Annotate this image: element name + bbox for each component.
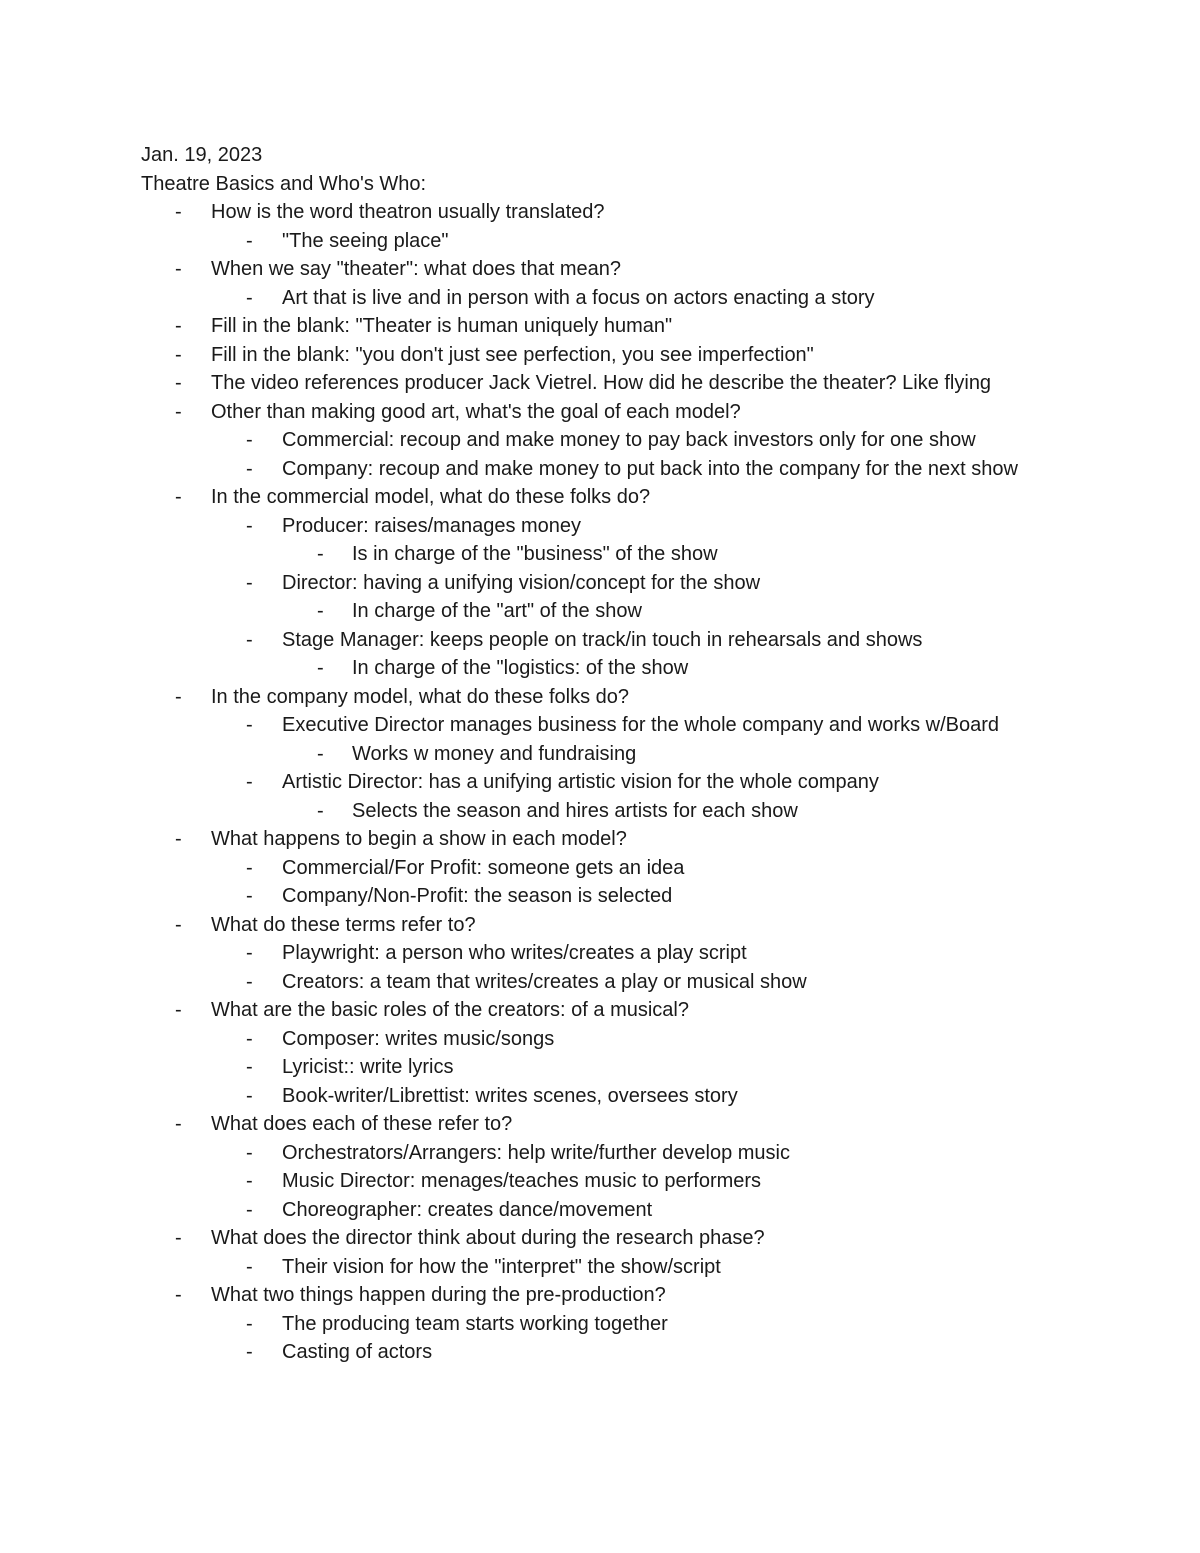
list-item	[141, 312, 1081, 341]
bullet-dash: -	[246, 286, 253, 309]
list-item	[141, 939, 1081, 968]
bullet-dash: -	[175, 828, 182, 850]
list-item	[141, 569, 1081, 598]
bullet-dash: -	[175, 315, 182, 337]
list-item-text: In charge of the "art" of the show	[352, 600, 642, 622]
list-item-text: Selects the season and hires artists for each show	[352, 799, 798, 822]
list-item-text: Company/Non-Profit: the season is selected	[282, 885, 673, 907]
list-item-text: Works w money and fundraising	[352, 742, 637, 765]
list-item	[141, 1082, 1081, 1111]
list-item	[141, 683, 1081, 712]
list-item-text: What happens to begin a show in each model?	[211, 828, 627, 850]
list-item	[141, 512, 1081, 541]
list-item	[141, 227, 1081, 256]
bullet-dash: -	[246, 1312, 253, 1335]
bullet-dash: -	[246, 1084, 253, 1107]
list-item-text: What do these terms refer to?	[211, 913, 476, 936]
list-item	[141, 1224, 1081, 1253]
bullet-dash: -	[175, 913, 182, 936]
bullet-dash: -	[175, 1284, 182, 1306]
list-item	[141, 1281, 1081, 1310]
list-item-text: Playwright: a person who writes/creates a play script	[282, 942, 747, 964]
bullet-dash: -	[175, 201, 182, 223]
bullet-dash: -	[246, 1056, 253, 1078]
list-item	[141, 1196, 1081, 1225]
list-item-text: The producing team starts working together	[282, 1312, 668, 1335]
list-item-text: What does the director think about during the research phase?	[211, 1227, 765, 1249]
list-item-text: Art that is live and in person with a focus on actors enacting a story	[282, 286, 875, 309]
document-date: Jan. 19, 2023	[141, 144, 263, 166]
list-item	[141, 911, 1081, 940]
list-item	[141, 398, 1081, 427]
list-item-text: What two things happen during the pre-production?	[211, 1284, 666, 1306]
list-item-text: Composer: writes music/songs	[282, 1027, 555, 1050]
bullet-dash: -	[175, 486, 182, 508]
list-item-text: When we say "theater": what does that mean?	[211, 258, 621, 280]
list-item-text: In the company model, what do these folks do?	[211, 685, 630, 708]
list-item-text: What does each of these refer to?	[211, 1113, 513, 1135]
list-item-text: Orchestrators/Arrangers: help write/further develop music	[282, 1141, 790, 1164]
list-item	[141, 540, 1081, 569]
bullet-dash: -	[246, 771, 253, 793]
list-item	[141, 255, 1081, 284]
list-item	[141, 825, 1081, 854]
bullet-dash: -	[246, 856, 253, 879]
list-item-text: Book-writer/Librettist: writes scenes, oversees story	[282, 1084, 738, 1107]
bullet-dash: -	[246, 1027, 253, 1050]
list-item	[141, 854, 1081, 883]
list-item	[141, 654, 1081, 683]
list-item-text: In the commercial model, what do these folks do?	[211, 486, 651, 508]
bullet-dash: -	[175, 1227, 182, 1249]
bullet-list	[141, 198, 1081, 1367]
list-item-text: Their vision for how the "interpret" the show/script	[282, 1255, 721, 1278]
document-title: Theatre Basics and Who's Who:	[141, 172, 427, 195]
list-item-text: In charge of the "logistics: of the show	[352, 657, 689, 679]
list-item-text: Other than making good art, what's the goal of each model?	[211, 400, 741, 423]
list-item	[141, 198, 1081, 227]
bullet-dash: -	[246, 1141, 253, 1164]
list-item	[141, 768, 1081, 797]
list-item	[141, 369, 1081, 398]
bullet-dash: -	[175, 685, 182, 708]
list-item	[141, 711, 1081, 740]
list-item-text: Commercial: recoup and make money to pay back investors only for one show	[282, 429, 976, 451]
bullet-dash: -	[246, 885, 253, 907]
list-item	[141, 626, 1081, 655]
list-item-text: Is in charge of the "business" of the show	[352, 543, 718, 565]
bullet-dash: -	[246, 571, 253, 594]
list-item-text: "The seeing place"	[282, 229, 449, 252]
list-item	[141, 483, 1081, 512]
list-item	[141, 597, 1081, 626]
list-item-text: Producer: raises/manages money	[282, 514, 582, 537]
list-item-text: Executive Director manages business for the whole company and works w/Board	[282, 714, 1000, 736]
bullet-dash: -	[175, 999, 182, 1021]
bullet-dash: -	[175, 400, 182, 423]
list-item-text: Choreographer: creates dance/movement	[282, 1198, 653, 1221]
list-item	[141, 1253, 1081, 1282]
list-item-text: Fill in the blank: "you don't just see perfection, you see imperfection"	[211, 343, 814, 366]
list-item	[141, 1025, 1081, 1054]
bullet-dash: -	[246, 628, 253, 651]
bullet-dash: -	[246, 1255, 253, 1278]
list-item	[141, 1167, 1081, 1196]
list-item	[141, 882, 1081, 911]
list-item	[141, 740, 1081, 769]
bullet-dash: -	[246, 714, 253, 736]
bullet-dash: -	[246, 970, 253, 993]
bullet-dash: -	[317, 543, 324, 565]
list-item	[141, 968, 1081, 997]
bullet-dash: -	[317, 600, 324, 622]
bullet-dash: -	[246, 1341, 253, 1363]
bullet-dash: -	[246, 429, 253, 451]
bullet-dash: -	[317, 657, 324, 679]
list-item	[141, 341, 1081, 370]
list-item-text: Lyricist:: write lyrics	[282, 1056, 454, 1078]
list-item-text: What are the basic roles of the creators: of a musical?	[211, 999, 689, 1021]
bullet-dash: -	[175, 372, 182, 394]
list-item-text: Fill in the blank: "Theater is human uniquely human"	[211, 315, 673, 337]
bullet-dash: -	[175, 343, 182, 366]
bullet-dash: -	[246, 457, 253, 480]
list-item-text: The video references producer Jack Vietrel. How did he describe the theater? Like flying	[211, 372, 992, 394]
list-item-text: Creators: a team that writes/creates a play or musical show	[282, 970, 807, 993]
document-page	[141, 141, 1081, 1367]
list-item-text: How is the word theatron usually translated?	[211, 201, 605, 223]
list-item	[141, 1139, 1081, 1168]
list-item	[141, 1310, 1081, 1339]
list-item	[141, 284, 1081, 313]
list-item-text: Director: having a unifying vision/concept for the show	[282, 571, 761, 594]
list-item-text: Music Director: menages/teaches music to performers	[282, 1170, 762, 1192]
bullet-dash: -	[246, 514, 253, 537]
bullet-dash: -	[246, 942, 253, 964]
list-item	[141, 797, 1081, 826]
bullet-dash: -	[175, 258, 182, 280]
bullet-dash: -	[246, 1170, 253, 1192]
list-item	[141, 1053, 1081, 1082]
bullet-dash: -	[175, 1113, 182, 1135]
list-item-text: Stage Manager: keeps people on track/in touch in rehearsals and shows	[282, 628, 923, 651]
list-item	[141, 1110, 1081, 1139]
list-item	[141, 1338, 1081, 1367]
list-item	[141, 455, 1042, 484]
list-item-text: Casting of actors	[282, 1341, 433, 1363]
bullet-dash: -	[246, 1198, 253, 1221]
list-item	[141, 996, 1081, 1025]
list-item	[141, 426, 1081, 455]
list-item-text: Company: recoup and make money to put back into the company for the next show	[282, 457, 1018, 480]
list-item-text: Commercial/For Profit: someone gets an idea	[282, 856, 685, 879]
bullet-dash: -	[317, 742, 324, 765]
list-item-text: Artistic Director: has a unifying artistic vision for the whole company	[282, 771, 879, 793]
bullet-dash: -	[246, 229, 253, 252]
bullet-dash: -	[317, 799, 324, 822]
